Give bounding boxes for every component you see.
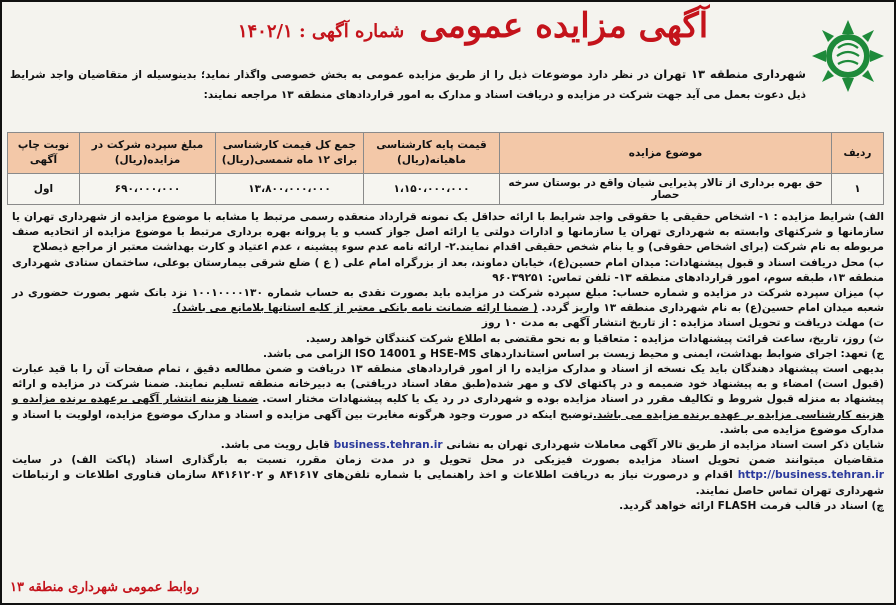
condition-pe <box>12 286 884 316</box>
header-deposit: مبلغ سپرده شرکت در مزایده(ریال) <box>80 133 216 174</box>
tehran-municipality-logo <box>810 18 886 94</box>
portal-link[interactable]: business.tehran.ir <box>333 439 443 452</box>
upload-paragraph <box>12 453 884 499</box>
cell-deposit: ۶۹۰،۰۰۰،۰۰۰ <box>80 174 216 205</box>
upload-text: متقاضیان میتوانند ضمن تحویل اسناد مزایده بصورت فیزیکی در محل تحویل و در مدت زمان مقرر، نسبت به بارگذاری اسناد (پاکت الف) در سایت <box>12 454 884 467</box>
note-text: بدیهی است پیشنهاد دهندگان باید یک نسخه از اسناد و مدارک مزایده را از امور قراردادهای منطقه ۱۳ دریافت و ضمن مطالعه دقیق ، تمام صفحات آن را با قید عبارت (قبول است) امضاء و به پیشنهاد خود ضمیمه و در پاکتهای لاک و مهر شده(طبق مفاد اسناد دریافتی) به دبیرخانه منطقه تسلیم نمایند. ضمنا شرکت در مزایده و ارائه پیشنهاد به منزله قبول شروط و تکالیف مقرر در اسناد مزایده بوده و شهرداری در رد یک یا کلیه پیشنهادات مختار است. <box>12 363 884 406</box>
header-subject: موضوع مزایده <box>500 133 832 174</box>
condition-pe-note: ( ضمنا ارائه ضمانت نامه بانکی معتبر از کلیه استانها بلامانع می باشد). <box>172 302 538 315</box>
conditions-section <box>12 210 884 514</box>
cell-row-number: ۱ <box>832 174 884 205</box>
footer-signature: روابط عمومی شهرداری منطقه ۱۳ <box>10 580 199 595</box>
table-row <box>8 174 884 205</box>
cell-total-price: ۱۳،۸۰۰،۰۰۰،۰۰۰ <box>216 174 364 205</box>
cell-subject: حق بهره برداری از تالار پذیرایی شیان واقع در بوستان سرخه حصار <box>500 174 832 205</box>
header-print-round: نوبت چاپ آگهی <box>8 133 80 174</box>
ad-title <box>152 6 794 50</box>
condition-jim: ج) تعهد: اجرای ضوابط بهداشت، ایمنی و محیط زیست بر اساس استانداردهای HSE-MS و ISO 14001 الزامی می باشد. <box>263 347 884 360</box>
condition-be: ب) محل دریافت اسناد و قبول پیشنهادات: میدان امام حسین(ع)، خیابان دماوند، بعد از بزرگراه امام علی ( ع ) ضلع شرقی بیمارستان بوعلی، ساختمان ستادی شهرداری منطقه ۱۳، طبقه سوم، امور قراردادهای منطقه ۱۳- تلفن تماس: ۹۶۰۳۹۲۵۱ <box>12 256 884 284</box>
ad-number: شماره آگهی : ۱۴۰۲/۱ <box>237 21 405 42</box>
table-header-row <box>8 133 884 174</box>
condition-pe-main: پ) میزان سپرده شرکت در مزایده و شماره حساب: مبلغ سپرده شرکت در مزایده باید بصورت نقدی به حساب شماره ۱۰۰۱۰۰۰۰۱۳۰ نزد بانک شهر بصورت حضوری در شعبه میدان امام حسین(ع) به نام شهرداری منطقه ۱۳ واریز گردد. <box>12 287 884 315</box>
note-end-text: توضیح اینکه در صورت وجود هرگونه مغایرت بین آگهی مزایده و اسناد و مدارک موضوع مزایده، اولویت با اسناد و مدارک موضوع مزایده می باشد. <box>12 408 884 436</box>
cell-print-round: اول <box>8 174 80 205</box>
intro-org: شهرداری منطقه ۱۳ تهران <box>653 67 806 81</box>
intro-paragraph <box>10 64 806 105</box>
condition-te: ت) مهلت دریافت و تحویل اسناد مزایده : از تاریخ انتشار آگهی به مدت ۱۰ روز <box>481 317 884 330</box>
cell-base-price: ۱،۱۵۰،۰۰۰،۰۰۰ <box>364 174 500 205</box>
condition-se: ث) روز، تاریخ، ساعت قرائت پیشنهادات مزایده : متعاقبا و به نحو مقتضی به اطلاع شرکت کنندگان خواهد رسید. <box>305 332 884 345</box>
header-base-price: قیمت پایه کارشناسی ماهیانه(ریال) <box>364 133 500 174</box>
ad-title-text: آگهی مزایده عمومی <box>419 6 709 46</box>
portal-text-end: قابل رویت می باشد. <box>220 439 330 452</box>
note-paragraph <box>12 362 884 438</box>
condition-che: چ) اسناد در قالب فرمت FLASH ارائه خواهد گردید. <box>619 499 884 512</box>
upload-link[interactable]: http://business.tehran.ir <box>737 469 884 482</box>
note-cost-text: ضمنا هزینه انتشار آگهی برعهده برنده مزایده و هزینه کارشناسی مزایده بر عهده برنده مزایده می باشد. <box>12 393 884 421</box>
auction-table <box>7 132 884 205</box>
documents-portal-paragraph <box>12 438 884 453</box>
intro-text: در نظر دارد موضوعات ذیل را از طریق مزایده عمومی به بخش خصوصی واگذار نماید؛ بدینوسیله از متقاضیان واجد شرایط ذیل دعوت بعمل می آید جهت شرکت در مزایده و دریافت اسناد و مدارک به امور قراردادهای منطقه ۱۳ مراجعه نمایند: <box>10 69 806 101</box>
header-total-price: جمع کل قیمت کارشناسی برای ۱۲ ماه شمسی(ریال) <box>216 133 364 174</box>
condition-alef: الف) شرایط مزایده : ۱- اشخاص حقیقی یا حقوقی واجد شرایط با ارائه حداقل یک نمونه قرارداد منعقده رسمی مرتبط یا مشابه با موضوع مزایده از شهرداری تهران یا سازمانها و شرکتهای وابسته به شهرداری تهران یا سازمانها و ادارات دولتی یا ارائه اصل جواز کسب و یا پروانه بهره برداری مرتبط با موضوع مزایده از اتحادیه صنف مربوطه به نام شرکت (برای اشخاص حقوقی) و یا بنام شخص حقیقی اقدام نمایند.۲- ارائه نامه عدم سوء پیشینه ، عدم اعتیاد و کارت بهداشت معتبر از مراجع ذیصلاح <box>12 211 884 254</box>
portal-text: شایان ذکر است اسناد مزایده از طریق تالار آگهی معاملات شهرداری تهران به نشانی <box>446 439 884 452</box>
header-row-number: ردیف <box>832 133 884 174</box>
upload-text-end: اقدام و درصورت نیاز به دریافت اطلاعات و اخذ راهنمایی با شماره تلفن‌های ۸۴۱۶۱۷ و ۸۴۱۶۱۲۰۲ سازمان فناوری اطلاعات و ارتباطات شهرداری تهران تماس حاصل نمایند. <box>12 469 884 497</box>
